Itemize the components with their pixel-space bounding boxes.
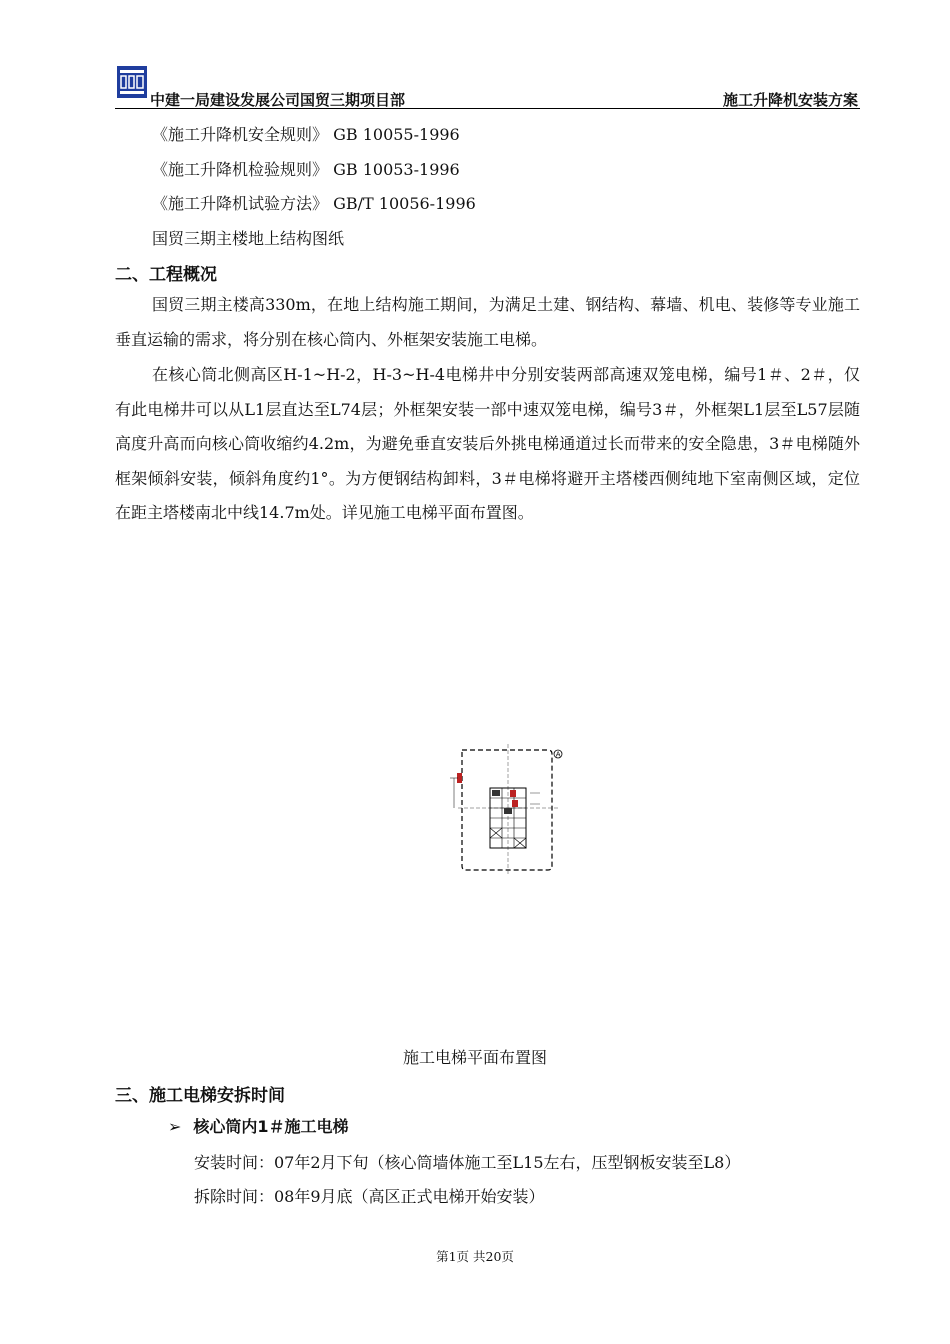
install-time: 安装时间：07年2月下旬（核心筒墙体施工至L15左右，压型钢板安装至L8） <box>194 1153 741 1172</box>
section-3-heading: 三、施工电梯安拆时间 <box>115 1086 285 1106</box>
header-document-title: 施工升降机安装方案 <box>722 91 858 109</box>
axis-mark-label: A <box>555 750 561 759</box>
removal-time: 拆除时间：08年9月底（高区正式电梯开始安装） <box>194 1187 545 1206</box>
elevator-plan-figure <box>440 742 570 877</box>
section-2-paragraph-2: 在核心筒北侧高区H-1~H-2，H-3~H-4电梯井中分别安装两部高速双笼电梯，编号1＃、2＃，仅有此电梯井可以从L1层直达至L74层；外框架安装一部中速双笼电梯，编号3＃，外框架L1层至L57层随高度升高而向核心筒收缩约4.2m，为避免垂直安装后外挑电梯通道过长而带来的安全隐患，3＃电梯随外框架倾斜安装，倾斜角度约1°。为方便钢结构卸料，3＃电梯将避开主塔楼西侧纯地下室南侧区域，定位在距主塔楼南北中线14.7m处。详见施工电梯平面布置图。 <box>115 365 860 522</box>
reference-1: 《施工升降机安全规则》 GB 10055-1996 <box>152 125 460 144</box>
reference-2: 《施工升降机检验规则》 GB 10053-1996 <box>152 160 460 179</box>
header-rule <box>115 108 860 109</box>
section-2-paragraph-1: 国贸三期主楼高330m，在地上结构施工期间，为满足土建、钢结构、幕墙、机电、装修等专业施工垂直运输的需求，将分别在核心筒内、外框架安装施工电梯。 <box>115 295 860 349</box>
reference-4: 国贸三期主楼地上结构图纸 <box>152 229 345 248</box>
reference-3: 《施工升降机试验方法》 GB/T 10056-1996 <box>152 194 476 213</box>
section-2-heading: 二、工程概况 <box>115 265 217 285</box>
page-number: 第1页 共20页 <box>436 1249 514 1264</box>
header-project-name: 中建一局建设发展公司国贸三期项目部 <box>150 91 406 109</box>
figure-caption: 施工电梯平面布置图 <box>402 1048 547 1067</box>
bullet-text: 核心筒内1＃施工电梯 <box>193 1117 349 1136</box>
bullet-item <box>168 1114 349 1137</box>
company-logo <box>117 66 147 98</box>
arrow-bullet-icon: ➢ <box>168 1117 182 1136</box>
